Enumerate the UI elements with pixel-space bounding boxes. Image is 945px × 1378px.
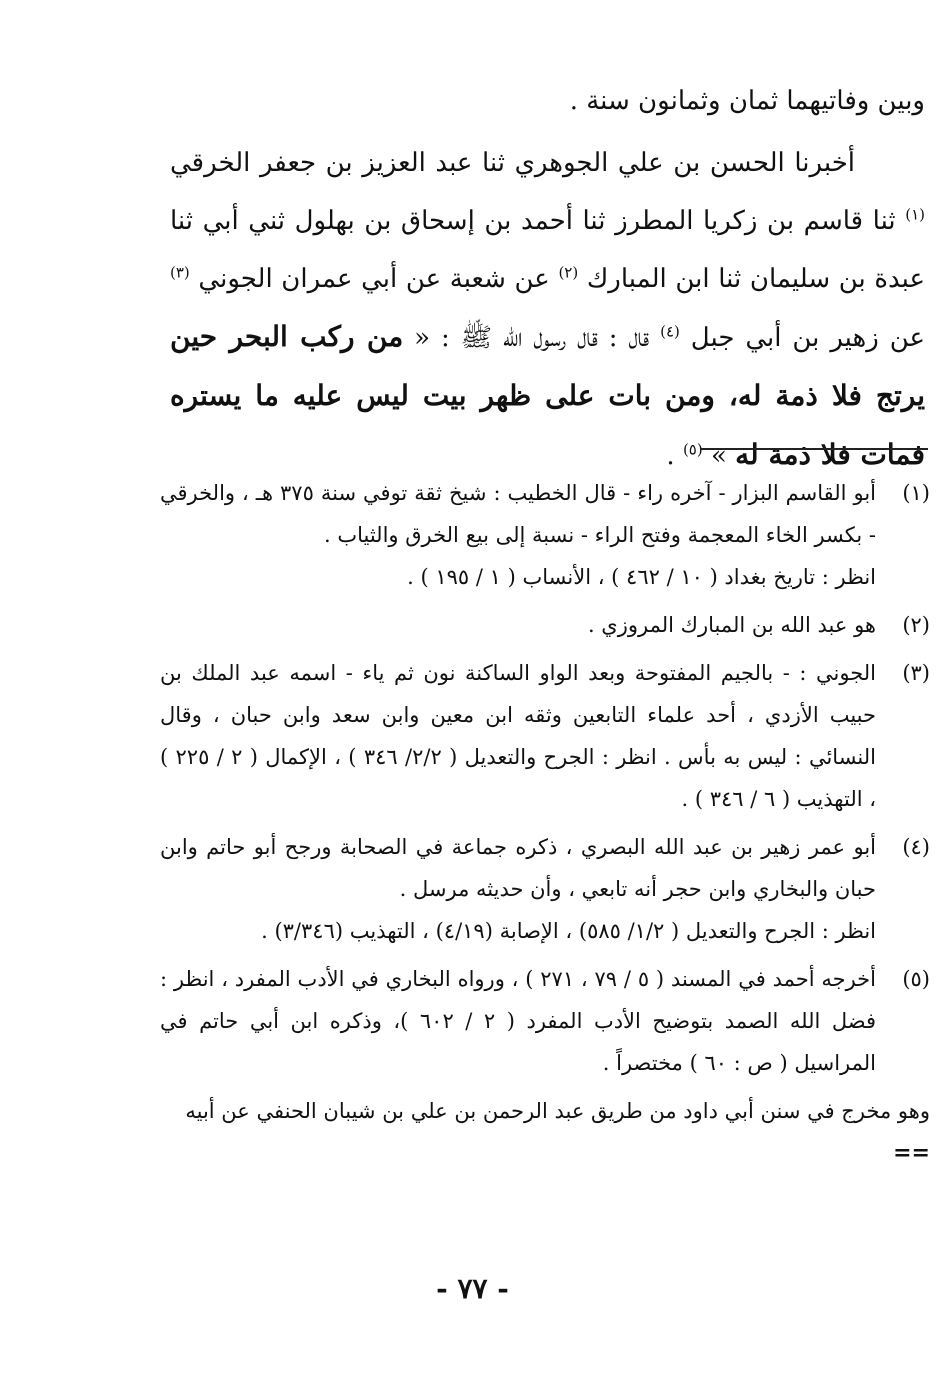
isnad-part-1: أخبرنا الحسن بن علي الجوهري ثنا عبد العزيز بن جعفر الخرقي [170,148,855,178]
footnote-number: (٢) [902,613,930,637]
hadith-paragraph [170,134,925,485]
footnote-number: (١) [902,481,930,505]
continuation-mark: == [893,1140,930,1166]
footnote-2 [160,604,930,646]
footnote-number: (٤) [902,835,930,859]
footnote-divider [700,448,928,450]
closing-quote: » [710,441,727,471]
footnote-ref-5[interactable]: (٥) [682,440,703,459]
page-number: - ٧٧ - [436,1272,509,1305]
footnote-1 [160,472,930,598]
hadith-text: من ركب البحر حين يرتج فلا ذمة له، ومن بات على ظهر بيت ليس عليه ما يستره فمات فلا ذمة له [170,320,925,471]
main-text [170,72,925,485]
footnote-ref-2[interactable]: (٢) [558,263,579,282]
footnote-4 [160,826,930,952]
footnote-line: أخرجه أحمد في المسند ( ٥ / ٧٩ ، ٢٧١ ) ، ورواه البخاري في الأدب المفرد ، انظر : فضل الله الصمد بتوضيح الأدب المفرد ( ٢ / ٦٠٢ )، وذكره ابن أبي حاتم في المراسيل ( ص : ٦٠ ) مختصراً . [160,967,877,1075]
footnote-line: انظر : الجرح والتعديل ( ١/٢/ ٥٨٥) ، الإصابة (٤/١٩) ، التهذيب (٣/٣٤٦) . [261,919,876,943]
footnote-number: (٣) [902,661,930,685]
footnote-ref-4[interactable]: (٤) [660,322,680,341]
footnotes-section [160,472,930,1174]
footnote-ref-1[interactable]: (١) [905,205,926,224]
footnote-line: الجوني : - بالجيم المفتوحة وبعد الواو الساكنة نون ثم ياء - اسمه عبد الملك بن حبيب الأزدي ، أحد علماء التابعين وثقه ابن معين وابن سعد وابن حبان ، وقال النسائي : ليس به بأس . انظر : الجرح والتعديل ( ٢/٢/ ٣٤٦ ) ، الإكمال ( ٢ / ٢٢٥ ) ، التهذيب ( ٦ / ٣٤٦ ) . [160,661,876,811]
isnad-part-5: قال : قال رسول الله ﷺ : « [414,323,650,353]
footnote-line: أبو القاسم البزار - آخره راء - قال الخطيب : شيخ ثقة توفي سنة ٣٧٥ هـ ، والخرقي - بكسر الخاء المعجمة وفتح الراء - نسبة إلى بيع الخرق والثياب . [160,481,876,547]
footnote-number: (٥) [902,967,930,991]
closing-period: . [666,441,675,471]
footnote-3 [160,652,930,820]
isnad-part-4: عن زهير بن أبي جبل [690,323,926,353]
continuation-text: وهو مخرج في سنن أبي داود من طريق عبد الرحمن بن علي بن شيبان الحنفي عن أبيه [185,1099,930,1123]
footnote-line: هو عبد الله بن المبارك المروزي . [587,613,876,637]
opening-line: وبين وفاتيهما ثمان وثمانون سنة . [569,86,925,116]
footnote-line: انظر : تاريخ بغداد ( ١٠ / ٤٦٢ ) ، الأنساب ( ١ / ١٩٥ ) . [407,565,876,589]
footnote-ref-3[interactable]: (٣) [170,263,190,282]
isnad-part-3: عن شعبة عن أبي عمران الجوني [198,264,550,294]
isnad-part-2: ثنا قاسم بن زكريا المطرز ثنا أحمد بن إسحاق بن بهلول ثني أبي ثنا عبدة بن سليمان ثنا ابن المبارك [170,206,926,294]
footnote-line: أبو عمر زهير بن عبد الله البصري ، ذكره جماعة في الصحابة ورجح أبو حاتم وابن حبان والبخاري وابن حجر أنه تابعي ، وأن حديثه مرسل . [160,835,876,901]
footnote-continuation [160,1090,930,1174]
footnote-5 [160,958,930,1084]
